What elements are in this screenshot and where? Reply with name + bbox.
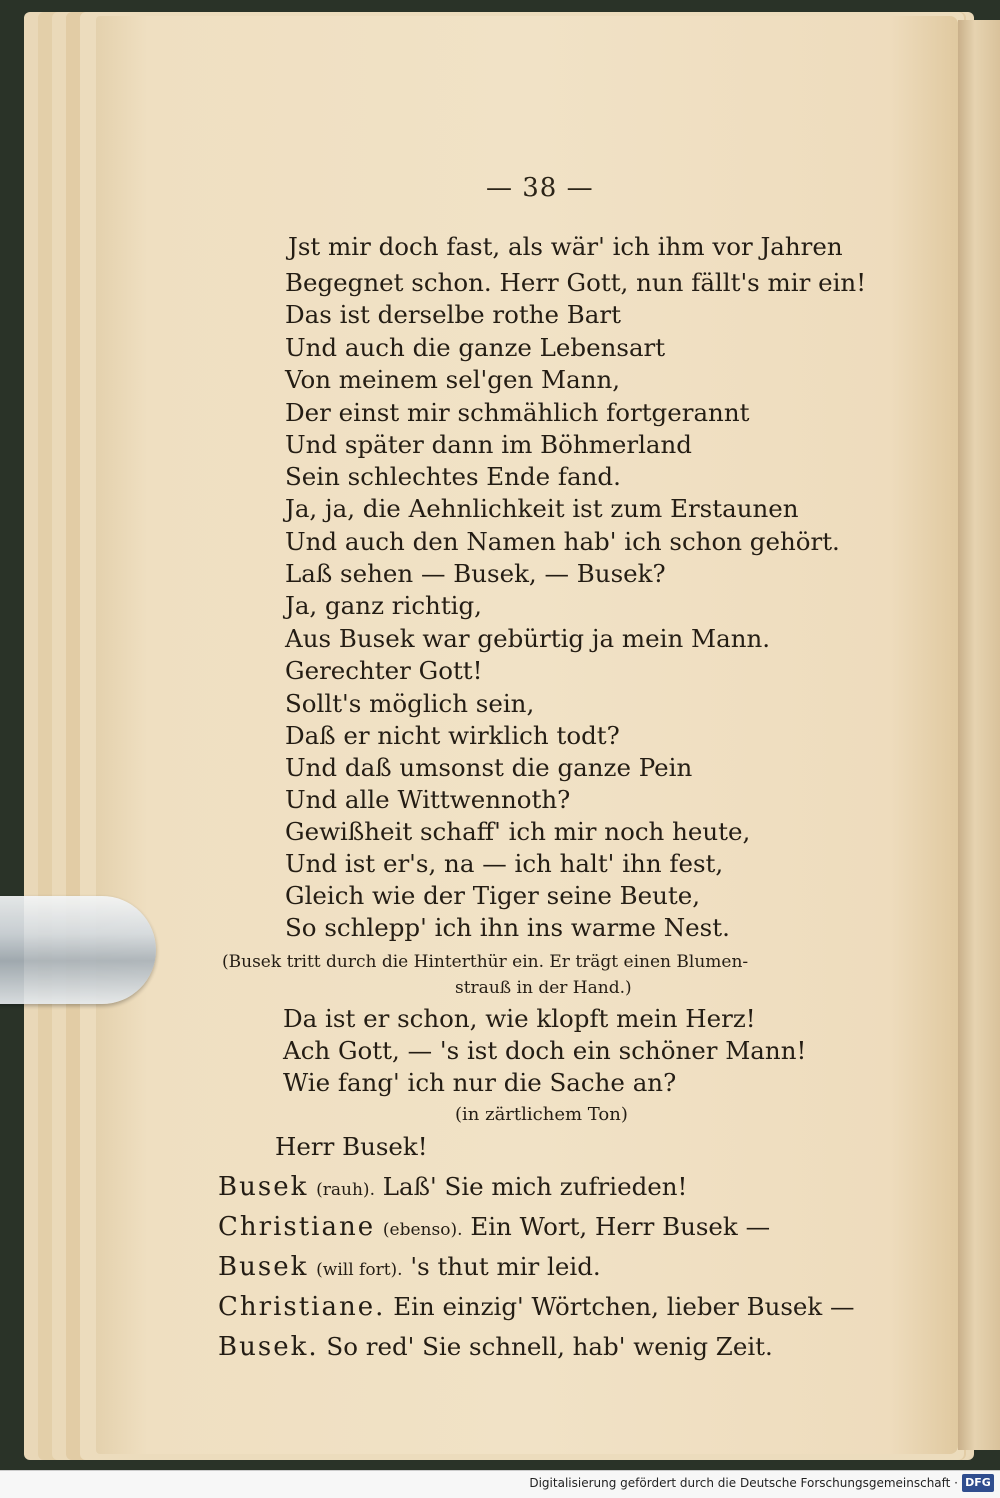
text-line: Der einst mir schmählich fortgerannt xyxy=(285,398,750,427)
text-line: Laß sehen — Busek, — Busek? xyxy=(285,559,666,588)
stage-direction: strauß in der Hand.) xyxy=(455,978,632,998)
dialogue-text: Ein Wort, Herr Busek — xyxy=(470,1212,771,1241)
text-line: Von meinem sel'gen Mann, xyxy=(285,365,621,394)
dialogue-text: Ein einzig' Wörtchen, lieber Busek — xyxy=(393,1292,855,1321)
speaker-name: Busek. xyxy=(218,1332,319,1362)
dialogue-line xyxy=(218,1252,601,1282)
speaker-name: Christiane xyxy=(218,1212,376,1242)
dialogue-line xyxy=(218,1172,687,1202)
text-line: Aus Busek war gebürtig ja mein Mann. xyxy=(285,624,771,653)
page-number: — 38 — xyxy=(486,173,594,203)
text-line: Begegnet schon. Herr Gott, nun fällt's mir ein! xyxy=(285,268,867,297)
footer-credit: Digitalisierung gefördert durch die Deutsche Forschungsgemeinschaft · xyxy=(529,1476,958,1490)
text-line: Sollt's möglich sein, xyxy=(285,689,535,718)
text-line: Ja, ganz richtig, xyxy=(285,591,482,620)
speaker-direction: (will fort). xyxy=(316,1260,403,1280)
text-line: Und auch die ganze Lebensart xyxy=(285,333,666,362)
text-line: Und auch den Namen hab' ich schon gehört. xyxy=(285,527,840,556)
dfg-logo: DFG xyxy=(962,1474,994,1492)
text-line: Das ist derselbe rothe Bart xyxy=(285,300,621,329)
text-line: Wie fang' ich nur die Sache an? xyxy=(283,1068,677,1097)
dialogue-text: Laß' Sie mich zufrieden! xyxy=(382,1172,688,1201)
stage-direction: (Busek tritt durch die Hinterthür ein. Er trägt einen Blumen- xyxy=(222,952,749,972)
dialogue-text: So red' Sie schnell, hab' wenig Zeit. xyxy=(326,1332,773,1361)
speaker-name: Busek xyxy=(218,1172,309,1202)
text-line: Herr Busek! xyxy=(275,1132,428,1161)
text-line: Und später dann im Böhmerland xyxy=(285,430,692,459)
dialogue-line xyxy=(218,1292,855,1322)
text-line: Und alle Wittwennoth? xyxy=(285,785,571,814)
text-line: Da ist er schon, wie klopft mein Herz! xyxy=(283,1004,756,1033)
dialogue-text: 's thut mir leid. xyxy=(410,1252,601,1281)
text-line: Sein schlechtes Ende fand. xyxy=(285,462,621,491)
stage-direction: (in zärtlichem Ton) xyxy=(455,1104,628,1125)
speaker-name: Busek xyxy=(218,1252,309,1282)
text-line: Gewißheit schaff' ich mir noch heute, xyxy=(285,817,751,846)
text-line: Ach Gott, — 's ist doch ein schöner Mann! xyxy=(283,1036,807,1065)
text-line: Gerechter Gott! xyxy=(285,656,483,685)
text-line: Und daß umsonst die ganze Pein xyxy=(285,753,693,782)
next-page-edge xyxy=(958,20,1000,1450)
dialogue-line xyxy=(218,1212,770,1242)
text-line: So schlepp' ich ihn ins warme Nest. xyxy=(285,913,730,942)
text-line: Und ist er's, na — ich halt' ihn fest, xyxy=(285,849,724,878)
speaker-direction: (rauh). xyxy=(316,1180,375,1200)
text-line: Gleich wie der Tiger seine Beute, xyxy=(285,881,701,910)
text-line: Daß er nicht wirklich todt? xyxy=(285,721,620,750)
speaker-direction: (ebenso). xyxy=(382,1220,463,1240)
speaker-name: Christiane. xyxy=(218,1292,386,1322)
dialogue-line xyxy=(218,1332,773,1362)
text-line: Ja, ja, die Aehnlichkeit ist zum Erstaunen xyxy=(285,494,799,523)
page-clip xyxy=(0,896,156,1004)
text-line: Jst mir doch fast, als wär' ich ihm vor Jahren xyxy=(288,232,843,261)
